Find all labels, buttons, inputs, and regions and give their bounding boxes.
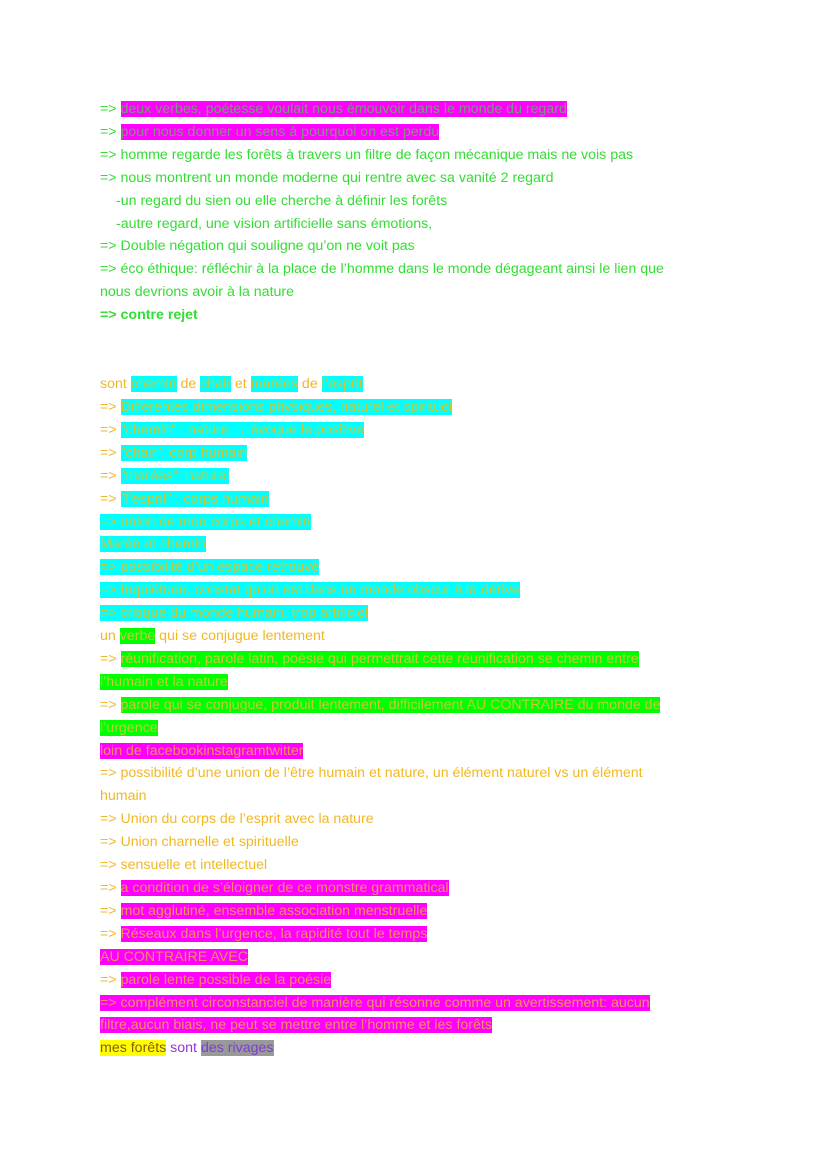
note-line: => "marées": naturel bbox=[100, 467, 230, 484]
note-line: => Inquiétude, constat qu’on est dans un monde obscur à la dérive bbox=[100, 582, 520, 599]
note-line: => mot agglutiné, ensemble association menstruelle bbox=[100, 902, 428, 919]
note-line: => pour nous donner un sens à pourquoi on est perdu bbox=[100, 123, 440, 140]
verse-line: un verbe qui se conjugue lentement bbox=[100, 628, 325, 645]
note-line: => Réseaux dans l’urgence, la rapidité tout le temps bbox=[100, 925, 428, 942]
note-line: Marée et chemin bbox=[100, 536, 206, 553]
highlighted-text: pour nous donner un sens à pourquoi on est perdu bbox=[120, 123, 440, 140]
note-conclusion: => contre rejet bbox=[100, 307, 198, 324]
spacer bbox=[100, 327, 720, 373]
note-line: => homme regarde les forêts à travers un filtre de façon mécanique mais ne vois pas bbox=[100, 146, 634, 163]
note-subline: -un regard du sien ou elle cherche à définir les forêts bbox=[116, 192, 448, 209]
note-line: AU CONTRAIRE AVEC bbox=[100, 948, 248, 965]
note-line: => a condition de s’éloigner de ce monstre grammatical bbox=[100, 880, 449, 896]
note-line: => Union charnelle et spirituelle bbox=[100, 834, 299, 851]
verse-line: mes forêts sont des rivages bbox=[100, 1040, 274, 1057]
note-line: => "l’esprit" : corps humain bbox=[100, 490, 269, 507]
note-line: => Double négation qui souligne qu’on ne voit pas bbox=[100, 238, 415, 255]
note-line: => Union du corps de l’esprit avec la nature bbox=[100, 811, 374, 828]
note-line: => possibilité d’une union de l’être humain et nature, un élément naturel vs un élément bbox=[100, 765, 643, 782]
note-line: => possibilité d’un espace retrouvé bbox=[100, 559, 320, 576]
highlighted-text: deux verbes, poétesse voulait nous émouvoir dans le monde du regard bbox=[120, 101, 567, 117]
note-line: humain bbox=[100, 788, 147, 805]
note-line: => "chair": corp humain bbox=[100, 444, 248, 461]
document-page bbox=[100, 98, 720, 1060]
note-line: l’urgence bbox=[100, 719, 158, 736]
note-line: => deux verbes, poétesse voulait nous émouvoir dans le monde du regard bbox=[100, 101, 567, 117]
note-line: l’humain et la nature bbox=[100, 673, 228, 690]
note-line: => union de mon corps et chemin bbox=[100, 513, 311, 530]
verse-line: sont chemin de chair et marées de l’esprit bbox=[100, 376, 363, 393]
note-line: loin de facebookinstagramtwitter bbox=[100, 742, 304, 759]
section-chemin bbox=[100, 373, 720, 1060]
note-line: => parole lente possible de la poésie bbox=[100, 971, 332, 988]
note-line: filtre,aucun biais, ne peut se mettre entre l’homme et les forêts bbox=[100, 1017, 492, 1034]
note-line: => Différentes dimensions physiques, naturel et spirituel bbox=[100, 398, 453, 415]
note-line: => sensuelle et intellectuel bbox=[100, 857, 268, 874]
note-line: => "chemin" : nature → évoque le positive bbox=[100, 421, 365, 438]
note-line: => éco éthique: réfléchir à la place de l’homme dans le monde dégageant ainsi le lien que bbox=[100, 261, 664, 278]
note-line: => nous montrent un monde moderne qui rentre avec sa vanité 2 regard bbox=[100, 169, 554, 186]
note-line: nous devrions avoir à la nature bbox=[100, 284, 295, 301]
note-line: => réunification, parole latin, poésie qui permettrait cette réunification se chemin entre bbox=[100, 650, 639, 667]
section-regard bbox=[100, 98, 720, 327]
note-line: => critique du monde humain, trop artificiel bbox=[100, 605, 369, 622]
note-line: => complément circonstanciel de manière qui résonne comme un avertissement: aucun bbox=[100, 994, 650, 1011]
note-line: => parole qui se conjugue, produit lentement, difficilement AU CONTRAIRE du monde de bbox=[100, 696, 661, 713]
note-subline: -autre regard, une vision artificielle sans émotions, bbox=[116, 215, 433, 232]
